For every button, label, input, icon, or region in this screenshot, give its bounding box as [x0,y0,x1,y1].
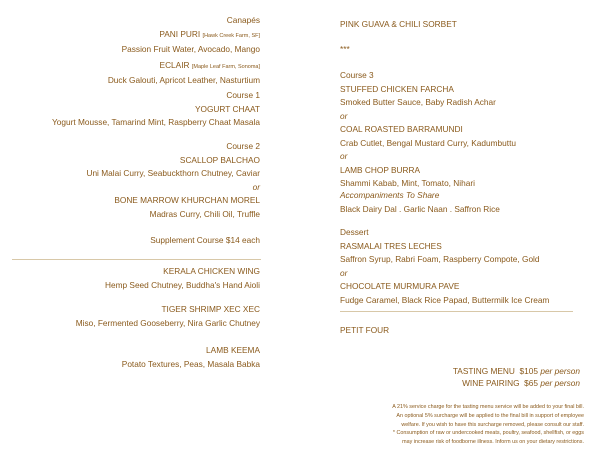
wine-pairing-price [462,378,580,388]
dish-description: Madras Curry, Chili Oil, Truffle [149,208,260,219]
dish-name: LAMB CHOP BURRA [340,164,421,175]
accompaniments-section [340,189,500,216]
dish-name: COAL ROASTED BARRAMUNDI [340,124,463,134]
dish-name: RASMALAI TRES LECHES [340,240,442,251]
canapes-heading: Canapés [226,15,260,25]
sorbet-section [340,18,457,32]
dish-name: STUFFED CHICKEN FARCHA [340,83,454,94]
price-value: $65 [524,378,539,388]
dish-description: Crab Cutlet, Bengal Mustard Curry, Kadumbuttu [340,137,517,148]
canape-item-pani-puri [108,28,260,44]
dish-description: Smoked Butter Sauce, Baby Radish Achar [340,97,496,107]
petit-four-section [340,324,389,338]
fine-print-line: may increase risk of foodborne illness. Inform us on your dietary restrictions. [402,439,584,446]
stars-separator: *** [340,44,350,54]
supplement-item [122,344,260,371]
dish-description: Fudge Caramel, Black Rice Papad, Buttermilk Ice Cream [340,294,550,305]
or-separator: or [340,110,348,121]
divider [340,311,573,312]
dish-name: PANI PURI [159,28,201,39]
dish-description: Hemp Seed Chutney, Buddha's Hand Aioli [104,279,260,290]
dish-source: [Hawk Creek Farm, SF] [202,32,260,39]
dish-description: Passion Fruit Water, Avocado, Mango [121,44,260,54]
fine-print [324,403,584,447]
dish-description: Uni Malai Curry, Seabuckthorn Chutney, Caviar [86,168,260,178]
supplement-item [76,303,260,330]
course-heading: Course 2 [226,141,260,151]
dish-name: PETIT FOUR [340,325,390,335]
price-value: $105 [519,366,539,376]
course-heading: Course 3 [340,70,374,80]
accompaniments-items: Black Dairy Dal . Garlic Naan . Saffron Rice [340,203,500,214]
canape-item-eclair [108,59,260,75]
course-heading: Course 1 [226,90,260,100]
dessert-section [340,226,549,307]
price-label: TASTING MENU [452,366,515,376]
dish-name: ECLAIR [159,59,190,70]
dish-description: Saffron Syrup, Rabri Foam, Raspberry Compote, Gold [340,254,540,264]
or-separator: or [252,181,260,192]
price-unit: per person [540,378,580,388]
dish-name: KERALA CHICKEN WING [163,266,260,276]
fine-print-line: welfare. If you wish to have this surcharge removed, please consult our staff. [401,421,584,428]
dish-name: SCALLOP BALCHAO [179,154,260,165]
canapes-section [108,14,260,88]
dish-description: Yogurt Mousse, Tamarind Mint, Raspberry Chaat Masala [52,117,260,127]
dish-description: Duck Galouti, Apricot Leather, Nasturtium [107,75,260,85]
price-label: WINE PAIRING [462,378,520,388]
supplement-item [105,265,260,292]
dish-name: LAMB KEEMA [206,345,260,355]
dish-name: TIGER SHRIMP XEC XEC [161,304,260,314]
fine-print-line: A 21% service charge for the tasting menu service will be added to your final bill. [392,404,584,410]
dish-name: CHOCOLATE MURMURA PAVE [340,281,460,291]
price-unit: per person [540,366,580,376]
supplement-label: Supplement Course $14 each [150,235,260,245]
dish-description: Miso, Fermented Gooseberry, Nira Garlic Chutney [75,317,260,328]
course2-section [86,140,260,221]
sorbet-name: PINK GUAVA & CHILI SORBET [340,19,457,29]
course-heading: Dessert [340,227,369,237]
tasting-menu-price [453,366,580,376]
accompaniments-heading: Accompaniments To Share [340,190,440,200]
divider [12,259,261,260]
dish-description: Shammi Kabab, Mint, Tomato, Nihari [340,178,475,188]
dish-name: BONE MARROW KHURCHAN MOREL [114,195,260,205]
or-separator: or [340,151,348,161]
or-separator: or [340,267,348,278]
course1-section [52,89,260,130]
fine-print-line: An optional 5% surcharge will be applied to the final bill in support of employee [396,412,584,419]
supplement-heading [150,234,260,248]
dish-description: Potato Textures, Peas, Masala Babka [121,358,260,369]
fine-print-line: * Consumption of raw or undercooked meats, poultry, seafood, shellfish, or eggs [392,430,584,437]
course3-section [340,69,516,191]
dish-name: YOGURT CHAAT [194,103,260,114]
dish-source: [Maple Leaf Farm, Sonoma] [191,63,260,70]
